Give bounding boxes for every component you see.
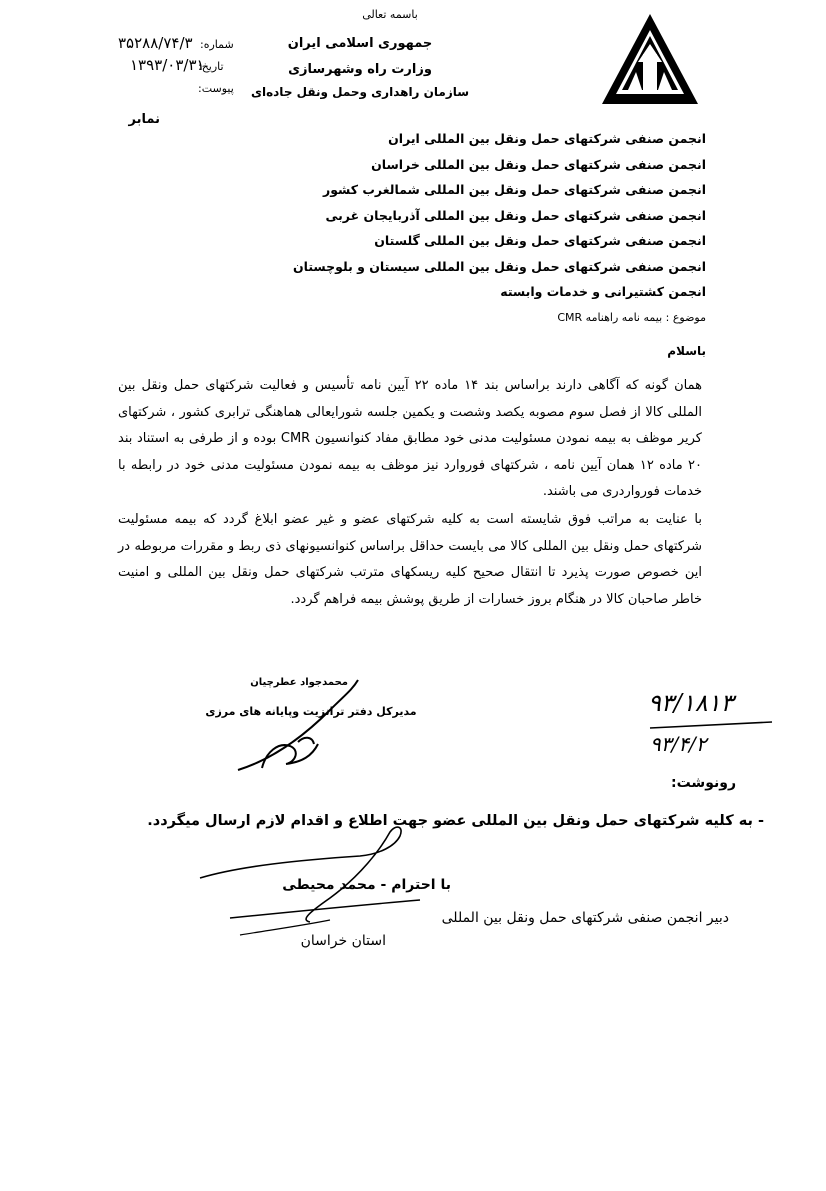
- number-label: شماره:: [200, 38, 234, 51]
- signature-scribble-4: [200, 827, 401, 922]
- signature-scribble-1: [238, 680, 358, 770]
- handwritten-number: ۹۳/۱۸۱۳: [648, 689, 734, 717]
- regards-line: با احترام - محمد محیطی: [282, 877, 451, 893]
- province-line: استان خراسان: [300, 933, 386, 949]
- secretary-title: دبیر انجمن صنفی شرکتهای حمل ونقل بین المللی: [441, 910, 729, 926]
- recipient-item: انجمن صنفی شرکتهای حمل ونقل بین المللی خراسان: [371, 156, 706, 172]
- org-line-3: سازمان راهداری وحمل ونقل جاده‌ای: [250, 85, 470, 99]
- signatory-name: محمدجواد عطرچیان: [250, 677, 348, 688]
- recipient-item: انجمن صنفی شرکتهای حمل ونقل بین المللی گلستان: [374, 233, 706, 248]
- body-paragraph-2: با عنایت به مراتب فوق شایسته است به کلیه شرکتهای عضو و غیر عضو ابلاغ گردد که بیمه مسئولیت شرکتهای حمل ونقل بین المللی کالا می بایست حداقل براساس کنوانسیونهای ذی ربط و مقررات مربوطه در این خصوص صورت پذیرد تا انتقال صحیح کلیه ریسکهای مترتب شرکتهای حمل ونقل بین المللی و امنیت خاطر صاحبان کالا در هنگام بروز خسارات از طریق پوشش بیمه فراهم گردد.: [118, 512, 702, 607]
- fax-label: نمابر: [128, 112, 160, 127]
- cc-label: رونوشت:: [671, 775, 736, 791]
- basmala: باسمه تعالی: [362, 8, 418, 21]
- cc-text: - به کلیه شرکتهای حمل ونقل بین المللی عضو جهت اطلاع و اقدام لازم ارسال میگردد.: [147, 813, 764, 829]
- attachment-label: پیوست:: [198, 82, 234, 95]
- signature-scribble-2: [262, 744, 318, 768]
- recipients-list: [146, 126, 706, 305]
- handwritten-date: ۹۳/۴/۲: [650, 732, 707, 756]
- org-line-2: وزارت راه وشهرسازی: [288, 62, 432, 77]
- body-paragraph-1: همان گونه که آگاهی دارند براساس بند ۱۴ ماده ۲۲ آیین نامه تأسیس و فعالیت شرکتهای حمل ونقل بین المللی کالا از فصل سوم مصوبه یکصد وشصت و یکمین جلسه شورایعالی هماهنگی ترابری کشور ، شرکتهای کریر موظف به بیمه نمودن مسئولیت مدنی خود مطابق مفاد کنوانسیون CMR بوده و از طرفی به استناد بند ۲۰ ماده ۱۲ همان آیین نامه ، شرکتهای فوروارد نیز موظف به بیمه نمودن مسئولیت مدنی خود در رابطه با خدمات فورواردری می باشند.: [118, 378, 702, 499]
- recipient-item: انجمن صنفی شرکتهای حمل ونقل بین المللی ایران: [388, 131, 706, 146]
- subject-line: موضوع : بیمه نامه راهنامه CMR: [557, 311, 706, 324]
- org-line-1: جمهوری اسلامی ایران: [287, 36, 433, 51]
- handwritten-underline: [650, 722, 772, 728]
- signature-scribble-3: [298, 738, 314, 744]
- number-value: ۳۵۲۸۸/۷۴/۳: [118, 34, 193, 52]
- signature-scribble-5: [230, 900, 420, 918]
- ministry-logo: [598, 10, 702, 110]
- greeting: باسلام: [667, 344, 706, 358]
- recipient-item: انجمن صنفی شرکتهای حمل ونقل بین المللی شمالغرب کشور: [323, 182, 706, 197]
- signatory-title: مدیرکل دفتر ترانزیت وپایانه های مرزی: [205, 705, 417, 718]
- date-value: ۱۳۹۳/۰۳/۳۱: [130, 56, 205, 74]
- date-label: تاریخ:: [198, 60, 224, 73]
- recipient-item: انجمن صنفی شرکتهای حمل ونقل بین المللی سیستان و بلوچستان: [292, 258, 706, 274]
- recipient-item: انجمن کشتیرانی و خدمات وابسته: [500, 284, 706, 299]
- recipient-item: انجمن صنفی شرکتهای حمل ونقل بین المللی آذربایجان غربی: [325, 207, 706, 223]
